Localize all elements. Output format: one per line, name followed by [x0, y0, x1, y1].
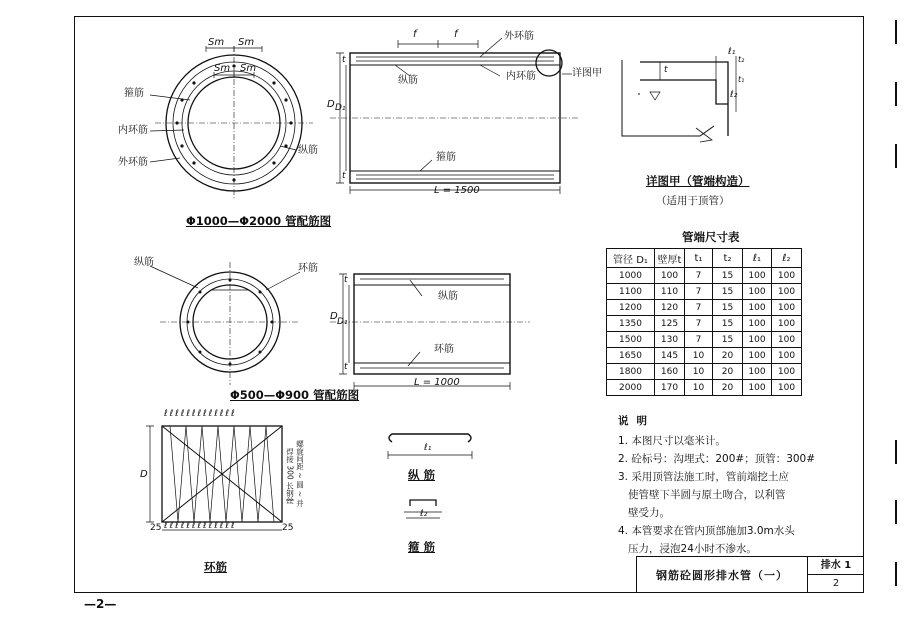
hoop-label: 箍筋	[436, 152, 456, 163]
table-cell: 15	[713, 268, 743, 284]
table-cell: 15	[713, 300, 743, 316]
notes-heading: 说明	[618, 415, 655, 427]
table-title: 管端尺寸表	[682, 230, 740, 244]
table-cell: 100	[772, 348, 802, 364]
pitch-marks-bottom: ℓ ℓ ℓ ℓ ℓ ℓ ℓ ℓ ℓ ℓ ℓ ℓ ℓ	[164, 521, 235, 531]
detail-a-label: 详图甲	[572, 68, 602, 79]
thickness-label: t	[342, 171, 346, 181]
table-cell: 100	[743, 300, 772, 316]
table-cell: 1800	[607, 364, 655, 380]
outer-ring-label: 外环筋	[504, 31, 534, 42]
note-line: 1. 本图尺寸以毫米计。	[618, 435, 726, 447]
detail-l1-label: ℓ₁	[728, 47, 736, 57]
table-cell: 100	[743, 348, 772, 364]
table-cell: 100	[743, 332, 772, 348]
note-line: 压力，浸泡24小时不渗水。	[618, 543, 757, 555]
pipe-cross-section-small	[150, 262, 300, 385]
series-code: 排水 1	[808, 557, 864, 575]
drawing-code	[807, 557, 864, 592]
table-row	[607, 284, 802, 300]
column-header: t₁	[685, 249, 713, 268]
pipe-end-dimension-table	[606, 248, 802, 396]
table-cell: 20	[713, 364, 743, 380]
length-label: L = 1000	[414, 377, 460, 388]
detail-t-label: t	[664, 65, 668, 75]
inner-ring-label: 内环筋	[506, 71, 536, 82]
table-cell: 100	[772, 316, 802, 332]
table-row	[607, 380, 802, 396]
diameter-d1-label: D₁	[335, 103, 346, 113]
longitudinal-label: 纵筋	[134, 257, 154, 268]
table-cell: 7	[685, 332, 713, 348]
detail-t1-label: t₁	[738, 75, 745, 84]
detail-a-title: 详图甲（管端构造）	[646, 174, 750, 188]
spacing-label: Sm	[208, 37, 225, 48]
table-cell: 160	[655, 364, 685, 380]
table-cell: 100	[743, 268, 772, 284]
table-cell: 110	[655, 284, 685, 300]
column-header: ℓ₁	[743, 249, 772, 268]
table-cell: 100	[772, 268, 802, 284]
table-cell: 100	[772, 364, 802, 380]
spacing-label: Sm	[240, 63, 257, 74]
table-cell: 2000	[607, 380, 655, 396]
table-cell: 1650	[607, 348, 655, 364]
table-cell: 1350	[607, 316, 655, 332]
notes-block	[618, 412, 815, 558]
page-number: —2—	[84, 597, 117, 611]
drawing-title: 钢筋砼圆形排水管（一）	[656, 568, 788, 582]
figure5-caption: 环筋	[204, 560, 227, 574]
diameter-d-label: D	[327, 99, 335, 110]
inner-ring-label: 内环筋	[118, 125, 148, 136]
pipe-longitudinal-small	[330, 274, 530, 390]
table-cell: 170	[655, 380, 685, 396]
column-header: 管径 D₁	[607, 249, 655, 268]
table-cell: 100	[655, 268, 685, 284]
spacing-f-label: f	[454, 29, 458, 40]
table-cell: 125	[655, 316, 685, 332]
table-row	[607, 316, 802, 332]
pipe-end-detail	[622, 56, 736, 142]
longitudinal-label: 纵筋	[298, 145, 318, 156]
table-cell: 10	[685, 348, 713, 364]
table-cell: 100	[772, 332, 802, 348]
table-row	[607, 332, 802, 348]
table-cell: 20	[713, 348, 743, 364]
end-dim-left: 25	[150, 523, 162, 533]
pipe-longitudinal-large	[330, 38, 580, 194]
table-cell: 100	[743, 364, 772, 380]
table-cell: 15	[713, 332, 743, 348]
table-cell: 7	[685, 300, 713, 316]
detail-t2-label: t₂	[738, 55, 745, 64]
table-header-row	[607, 249, 802, 268]
table-row	[607, 268, 802, 284]
table-cell: 100	[743, 316, 772, 332]
ring-note: 焊接 300 长钢丝	[285, 448, 295, 505]
diameter-d-label: D	[140, 469, 148, 480]
note-line: 2. 砼标号：沟埋式：200#；顶管：300#	[618, 453, 816, 465]
table-cell: 1000	[607, 268, 655, 284]
table-cell: 20	[713, 380, 743, 396]
spacing-label: Sm	[214, 63, 231, 74]
table-cell: 15	[713, 284, 743, 300]
note-line: 4. 本管要求在管内顶部施加3.0m水头	[618, 525, 795, 537]
end-dim-right: 25	[282, 523, 294, 533]
table-cell: 1100	[607, 284, 655, 300]
table-cell: 100	[743, 380, 772, 396]
length-label: L = 1500	[434, 185, 480, 196]
ring-bar-diagram	[146, 426, 294, 530]
figure1-caption: Φ1000—Φ2000 管配筋图	[186, 214, 332, 228]
table-cell: 100	[772, 380, 802, 396]
spacing-f-label: f	[413, 29, 417, 40]
column-header: ℓ₂	[772, 249, 802, 268]
ring-label: 环筋	[434, 344, 454, 355]
length-l2-label: ℓ₂	[420, 509, 428, 519]
ring-note: 螺旋间距 ~ 圆 ~ 并	[295, 440, 305, 508]
thickness-label: t	[342, 55, 346, 65]
table-cell: 100	[772, 300, 802, 316]
diameter-d1-label: D₁	[337, 317, 348, 327]
figure7-caption: 箍 筋	[408, 540, 436, 554]
diameter-d-label: D	[330, 311, 338, 322]
detail-a-subtitle: （适用于顶管）	[656, 195, 730, 207]
column-header: 壁厚t	[655, 249, 685, 268]
thickness-label: t	[344, 362, 348, 372]
note-line: 使管壁下半圆与原土吻合，以利管	[618, 489, 786, 501]
table-cell: 7	[685, 316, 713, 332]
table-cell: 1500	[607, 332, 655, 348]
table-cell: 7	[685, 268, 713, 284]
sheet-number: 2	[832, 578, 840, 589]
note-line: 3. 采用顶管法施工时，管前端挖土应	[618, 471, 789, 483]
note-line: 壁受力。	[618, 507, 671, 519]
thickness-label: t	[344, 275, 348, 285]
column-header: t₂	[713, 249, 743, 268]
hoop-label: 箍筋	[124, 88, 144, 99]
table-row	[607, 364, 802, 380]
table-row	[607, 300, 802, 316]
pipe-cross-section-large	[150, 46, 313, 200]
figure6-caption: 纵 筋	[408, 468, 436, 482]
table-cell: 100	[743, 284, 772, 300]
table-cell: 10	[685, 364, 713, 380]
detail-l2-label: ℓ₂	[730, 90, 738, 100]
table-cell: 145	[655, 348, 685, 364]
table-cell: 15	[713, 316, 743, 332]
longitudinal-label: 纵筋	[398, 75, 418, 86]
figure3-caption: Φ500—Φ900 管配筋图	[230, 388, 360, 402]
outer-ring-label: 外环筋	[118, 157, 148, 168]
table-cell: 130	[655, 332, 685, 348]
ring-label: 环筋	[298, 263, 318, 274]
pitch-marks-top: ℓ ℓ ℓ ℓ ℓ ℓ ℓ ℓ ℓ ℓ ℓ ℓ ℓ	[164, 409, 235, 419]
title-block	[636, 556, 863, 592]
table-cell: 100	[772, 284, 802, 300]
table-cell: 1200	[607, 300, 655, 316]
table-cell: 10	[685, 380, 713, 396]
table-row	[607, 348, 802, 364]
spacing-label: Sm	[238, 37, 255, 48]
table-cell: 120	[655, 300, 685, 316]
table-cell: 7	[685, 284, 713, 300]
length-l1-label: ℓ₁	[424, 443, 432, 453]
longitudinal-label: 纵筋	[438, 291, 458, 302]
